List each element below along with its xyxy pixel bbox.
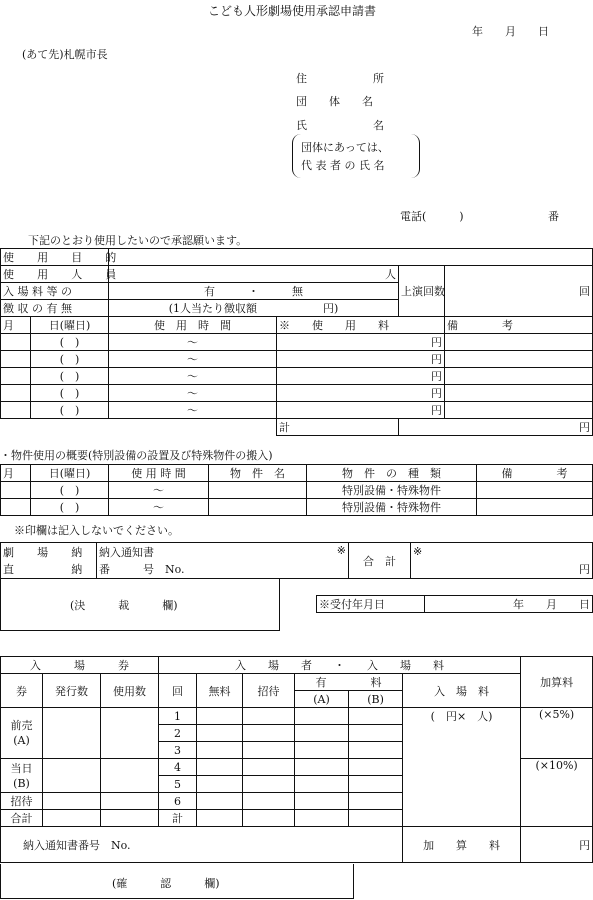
persons-field[interactable]: 人 [109, 266, 399, 283]
representative-note-2: 代 表 者 の 氏 名 [301, 159, 385, 172]
confirm-label: (確 認 欄) [112, 877, 220, 890]
fee-col: 入 場 料 [403, 674, 521, 708]
round-number: 3 [159, 742, 197, 759]
fee-yes-no[interactable]: 有 ・ 無 [109, 283, 399, 300]
fee-label-2: 徴 収 の 有 無 [1, 300, 109, 317]
payment-label-2: 直 納 [1, 561, 97, 579]
items-month-header: 月 [1, 465, 31, 482]
paid-a-header: (A) [295, 691, 349, 708]
notice-number-field[interactable]: 納入通知書番号 No. [1, 827, 403, 863]
usage-row: ( ) 〜 円 [1, 385, 593, 402]
issued-col: 発行数 [43, 674, 101, 708]
round-number: 1 [159, 708, 197, 725]
representative-note-1: 団体にあっては、 [301, 141, 389, 154]
phone-label: 電話( ) [400, 210, 464, 223]
items-row: ( ) 〜 特別設備・特殊物件 [1, 482, 593, 499]
ticket-table [0, 656, 593, 863]
payment-total-mark: ※ [411, 543, 593, 561]
received-label: ※受付年月日 [317, 596, 425, 613]
time-header: 使 用 時 間 [109, 317, 277, 334]
usage-total-label: 計 [277, 419, 399, 436]
add-fee-field[interactable]: 円 [521, 827, 593, 863]
used-col: 使用数 [101, 674, 159, 708]
fee-header: ※ 使 用 料 [277, 317, 445, 334]
items-name-header: 物 件 名 [209, 465, 307, 482]
decision-label: (決 裁 欄) [70, 599, 178, 612]
usage-row: ( ) 〜 円 [1, 351, 593, 368]
performances-label: 上演回数 [399, 266, 445, 317]
round-number: 6 [159, 793, 197, 810]
notice-no-field[interactable]: 番 号 No. [97, 561, 349, 579]
fee-label-1: 入 場 料 等 の [1, 283, 109, 300]
ticket-header: 入 場 券 [1, 657, 159, 674]
ticket-col: 券 [1, 674, 43, 708]
items-type-header: 物 件 の 種 類 [307, 465, 477, 482]
addressee: (あて先)札幌市長 [22, 48, 108, 61]
admission-header: 入 場 者 ・ 入 場 料 [159, 657, 521, 674]
address-label: 住 所 [296, 72, 384, 85]
rate-5: (×5%) [521, 708, 593, 759]
add-fee-label: 加 算 料 [403, 827, 521, 863]
usage-row: ( ) 〜 円 [1, 368, 593, 385]
purpose-field[interactable] [109, 249, 593, 266]
round-number: 4 [159, 759, 197, 776]
fee-per-person[interactable]: (1人当たり徴収額 円) [109, 300, 399, 317]
round-number: 2 [159, 725, 197, 742]
round-col: 回 [159, 674, 197, 708]
usage-row: ( ) 〜 円 [1, 334, 593, 351]
items-day-header: 日(曜日) [31, 465, 109, 482]
payment-total-label: 合 計 [349, 543, 411, 579]
received-date-field[interactable]: 年 月 日 [425, 596, 593, 613]
add-fee-header: 加算料 [521, 657, 593, 708]
invite-label: 招待 [1, 793, 43, 810]
intro-text: 下記のとおり使用したいので承認願います。 [28, 234, 248, 247]
remarks-header: 備 考 [445, 317, 593, 334]
items-table [0, 464, 593, 516]
usage-total-field[interactable]: 円 [399, 419, 593, 436]
group-name-label: 団 体 名 [296, 95, 373, 108]
name-label: 氏 名 [296, 119, 384, 132]
paid-header: 有 料 [295, 674, 403, 691]
payment-table [0, 542, 593, 579]
phone-suffix: 番 [548, 210, 559, 223]
free-col: 無料 [197, 674, 243, 708]
items-heading: ・物件使用の概要(特別設備の設置及び特殊物件の搬入) [0, 449, 273, 462]
stamp-note: ※印欄は記入しないでください。 [14, 524, 179, 537]
payment-label-1: 劇 場 納 [1, 543, 97, 561]
usage-row: ( ) 〜 円 [1, 402, 593, 419]
fee-calc[interactable]: ( 円× 人) [403, 708, 521, 827]
paid-b-header: (B) [349, 691, 403, 708]
sameday-label: 当日 (B) [1, 759, 43, 793]
date-line: 年 月 日 [472, 25, 549, 38]
items-row: ( ) 〜 特別設備・特殊物件 [1, 499, 593, 516]
day-header: 日(曜日) [31, 317, 109, 334]
performances-field[interactable]: 回 [445, 266, 593, 317]
persons-label: 使 用 人 員 [1, 266, 109, 283]
round-total: 計 [159, 810, 197, 827]
items-time-header: 使 用 時 間 [109, 465, 209, 482]
received-table [316, 595, 593, 613]
round-number: 5 [159, 776, 197, 793]
page-title: こども人形劇場使用承認申請書 [208, 4, 377, 18]
sum-label: 合計 [1, 810, 43, 827]
items-remarks-header: 備 考 [477, 465, 593, 482]
usage-table [0, 248, 593, 436]
payment-total-field[interactable]: 円 [411, 561, 593, 579]
purpose-label: 使 用 目 的 [1, 249, 109, 266]
notice-no-line1: 納入通知書 ※ [97, 543, 349, 561]
rate-10: (×10%) [521, 759, 593, 827]
presale-label: 前売 (A) [1, 708, 43, 759]
month-header: 月 [1, 317, 31, 334]
invite-col: 招待 [243, 674, 295, 708]
